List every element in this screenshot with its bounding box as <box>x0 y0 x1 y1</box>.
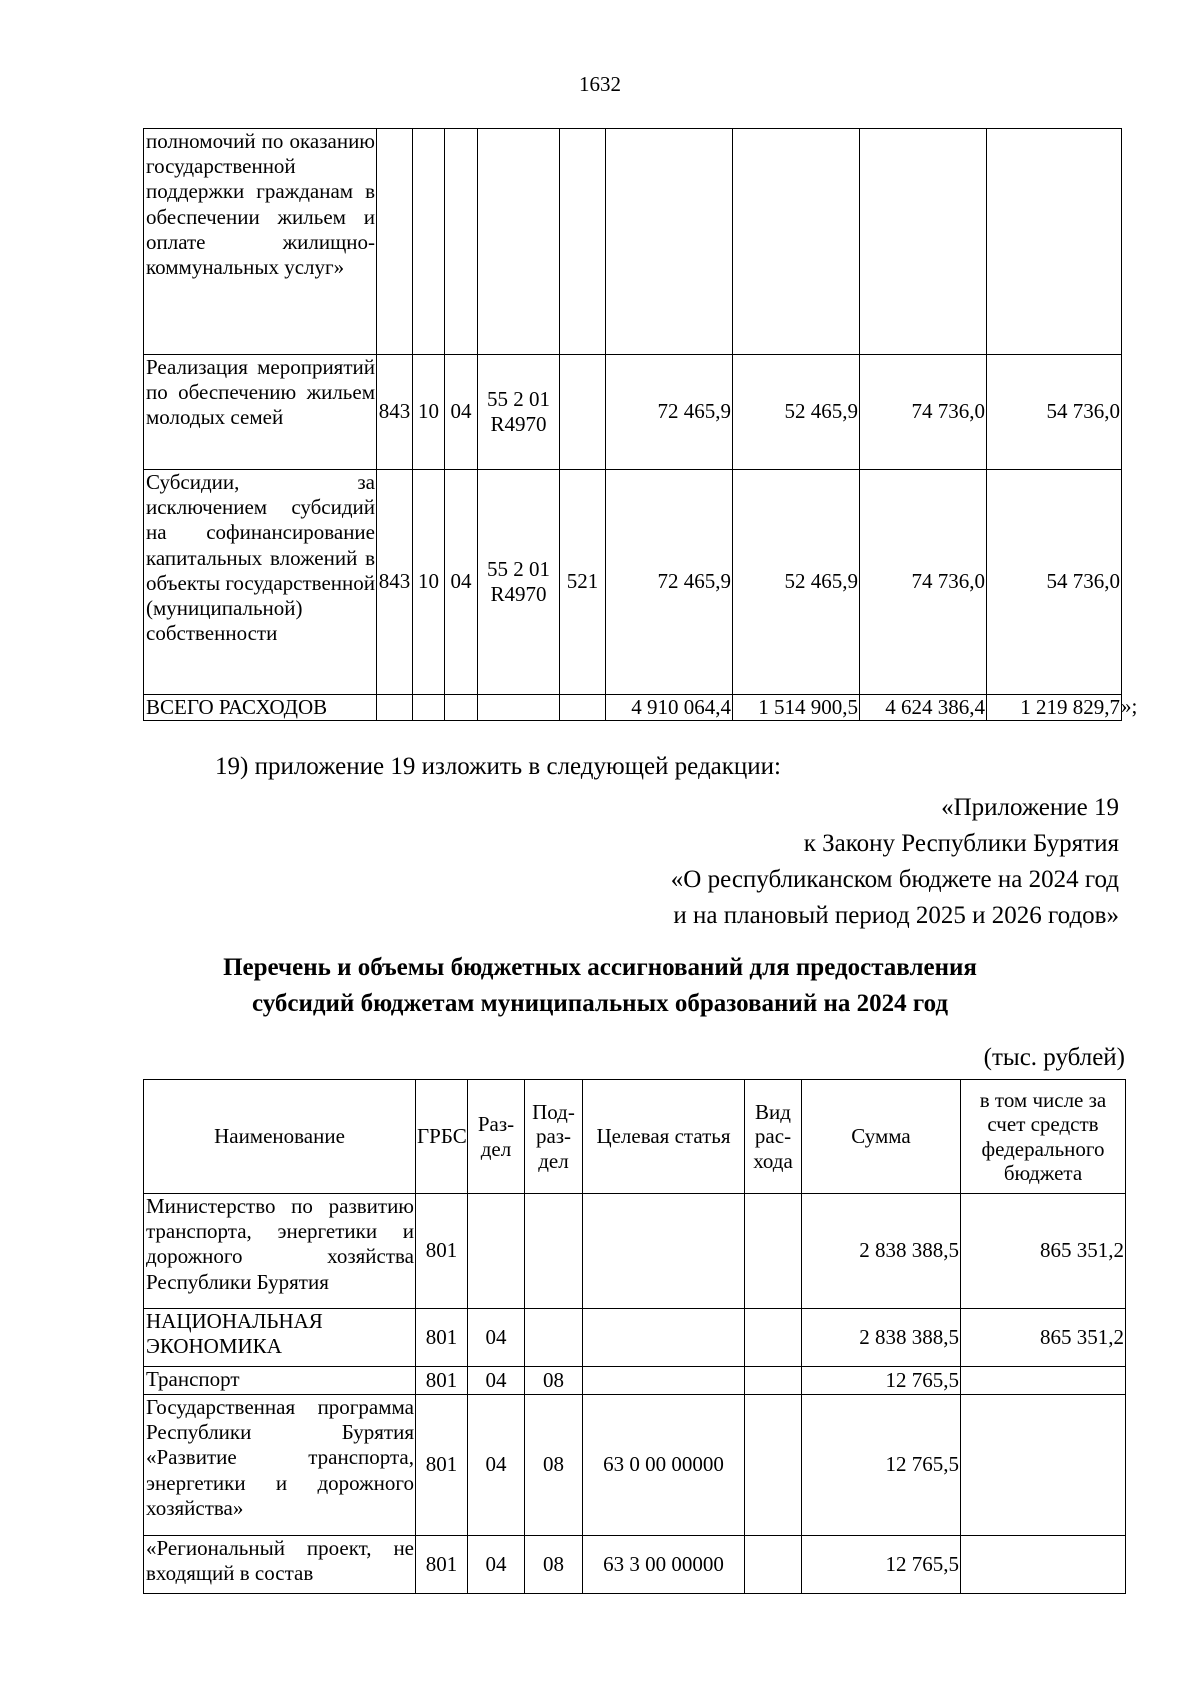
total-value: 1 514 900,5 <box>733 695 860 721</box>
header-federal: в том числе за счет средств федерального бюджета <box>961 1080 1126 1194</box>
expense-type-cell: 521 <box>560 470 606 695</box>
header-grbs: ГРБС <box>416 1080 468 1194</box>
row-name: НАЦИОНАЛЬНАЯ ЭКОНОМИКА <box>144 1309 416 1367</box>
razdel-cell: 04 <box>468 1395 525 1536</box>
empty-cell <box>377 695 413 721</box>
value-cell <box>987 129 1122 355</box>
expense-type-cell <box>745 1395 802 1536</box>
empty-cell <box>413 695 445 721</box>
value-cell: 52 465,9 <box>733 355 860 470</box>
expense-type-cell <box>560 355 606 470</box>
podrazdel-cell <box>525 1309 583 1367</box>
table-row <box>144 129 1122 355</box>
expense-type-cell <box>745 1309 802 1367</box>
value-cell: 74 736,0 <box>860 355 987 470</box>
target-article-cell <box>478 355 560 470</box>
podrazdel-cell <box>525 1194 583 1309</box>
empty-cell <box>478 695 560 721</box>
row-name: «Региональный проект, не входящий в состав <box>144 1536 416 1594</box>
row-name: Реализация мероприятий по обеспечению жильем молодых семей <box>144 355 377 470</box>
header-podrazdel: Под-раз-дел <box>525 1080 583 1194</box>
razdel-cell: 04 <box>468 1367 525 1395</box>
podrazdel-cell <box>445 129 478 355</box>
row-name: Министерство по развитию транспорта, энергетики и дорожного хозяйства Республики Бурятия <box>144 1194 416 1309</box>
table-row <box>144 1194 1126 1309</box>
target-article-cell <box>478 129 560 355</box>
total-value: 4 910 064,4 <box>606 695 733 721</box>
sum-cell: 2 838 388,5 <box>802 1309 961 1367</box>
sum-cell: 12 765,5 <box>802 1395 961 1536</box>
header-target-article: Целевая статья <box>583 1080 745 1194</box>
appendix-line: «О республиканском бюджете на 2024 год <box>670 866 1119 893</box>
sum-cell: 2 838 388,5 <box>802 1194 961 1309</box>
expense-type-cell <box>745 1194 802 1309</box>
empty-cell <box>445 695 478 721</box>
value-cell: 52 465,9 <box>733 470 860 695</box>
expense-type-cell <box>745 1536 802 1594</box>
grbs-cell: 801 <box>416 1395 468 1536</box>
target-article-part1: 55 2 01 <box>487 386 550 411</box>
table-row <box>144 470 1122 695</box>
value-cell: 54 736,0 <box>987 470 1122 695</box>
target-article-part2: R4970 <box>490 412 547 436</box>
federal-cell: 865 351,2 <box>961 1194 1126 1309</box>
razdel-cell: 04 <box>468 1536 525 1594</box>
total-label: ВСЕГО РАСХОДОВ <box>144 695 377 721</box>
table-row <box>144 1309 1126 1367</box>
razdel-cell <box>413 129 445 355</box>
header-sum: Сумма <box>802 1080 961 1194</box>
grbs-cell: 801 <box>416 1367 468 1395</box>
unit-label: (тыс. рублей) <box>983 1044 1125 1071</box>
value-cell: 72 465,9 <box>606 355 733 470</box>
razdel-cell <box>468 1194 525 1309</box>
row-name: Государственная программа Республики Бурятия «Развитие транспорта, энергетики и дорожного хозяйства» <box>144 1395 416 1536</box>
title-line: Перечень и объемы бюджетных ассигнований для предоставления <box>223 954 977 981</box>
value-cell <box>860 129 987 355</box>
total-value: 4 624 386,4 <box>860 695 987 721</box>
row-name: полномочий по оказанию государственной поддержки гражданам в обеспечении жильем и оплате жилищно-коммунальных услуг» <box>144 129 377 355</box>
table-row <box>144 355 1122 470</box>
razdel-cell: 04 <box>468 1309 525 1367</box>
podrazdel-cell: 04 <box>445 355 478 470</box>
target-article-cell <box>583 1367 745 1395</box>
grbs-cell: 801 <box>416 1194 468 1309</box>
total-row <box>144 695 1122 721</box>
target-article-part2: R4970 <box>490 582 547 606</box>
table-row <box>144 1536 1126 1594</box>
value-cell <box>733 129 860 355</box>
razdel-cell: 10 <box>413 355 445 470</box>
amendment-paragraph: 19) приложение 19 изложить в следующей редакции: <box>215 753 781 780</box>
federal-cell <box>961 1536 1126 1594</box>
razdel-cell: 10 <box>413 470 445 695</box>
page-number: 1632 <box>579 72 621 96</box>
federal-cell: 865 351,2 <box>961 1309 1126 1367</box>
expenses-table-continuation <box>143 128 1122 721</box>
value-cell: 72 465,9 <box>606 470 733 695</box>
sum-cell: 12 765,5 <box>802 1536 961 1594</box>
podrazdel-cell: 08 <box>525 1536 583 1594</box>
title-line: субсидий бюджетам муниципальных образований на 2024 год <box>251 990 949 1017</box>
row-name: Субсидии, за исключением субсидий на софинансирование капитальных вложений в объекты государственной (муниципальной) собственности <box>144 470 377 695</box>
header-razdel: Раз-дел <box>468 1080 525 1194</box>
target-article-cell <box>583 1309 745 1367</box>
target-article-cell: 63 3 00 00000 <box>583 1536 745 1594</box>
grbs-cell: 843 <box>377 470 413 695</box>
target-article-cell <box>478 470 560 695</box>
total-value: 1 219 829,7 <box>987 695 1122 721</box>
table-row <box>144 1367 1126 1395</box>
row-name: Транспорт <box>144 1367 416 1395</box>
grbs-cell: 801 <box>416 1309 468 1367</box>
appendix-line: и на плановый период 2025 и 2026 годов» <box>673 902 1119 929</box>
grbs-cell: 801 <box>416 1536 468 1594</box>
podrazdel-cell: 08 <box>525 1367 583 1395</box>
target-article-cell: 63 0 00 00000 <box>583 1395 745 1536</box>
federal-cell <box>961 1367 1126 1395</box>
appendix-line: к Закону Республики Бурятия <box>803 830 1119 857</box>
empty-cell <box>560 695 606 721</box>
subsidies-table <box>143 1079 1126 1594</box>
expense-type-cell <box>560 129 606 355</box>
expense-type-cell <box>745 1367 802 1395</box>
header-name: Наименование <box>144 1080 416 1194</box>
header-expense-type: Вид рас-хода <box>745 1080 802 1194</box>
grbs-cell: 843 <box>377 355 413 470</box>
podrazdel-cell: 04 <box>445 470 478 695</box>
grbs-cell <box>377 129 413 355</box>
value-cell <box>606 129 733 355</box>
podrazdel-cell: 08 <box>525 1395 583 1536</box>
appendix-header <box>671 790 1119 934</box>
closing-quote: »; <box>1121 694 1138 718</box>
federal-cell <box>961 1395 1126 1536</box>
value-cell: 74 736,0 <box>860 470 987 695</box>
document-title <box>0 950 1200 1022</box>
value-cell: 54 736,0 <box>987 355 1122 470</box>
table-row <box>144 1395 1126 1536</box>
target-article-part1: 55 2 01 <box>487 556 550 581</box>
appendix-line: «Приложение 19 <box>941 794 1119 821</box>
sum-cell: 12 765,5 <box>802 1367 961 1395</box>
target-article-cell <box>583 1194 745 1309</box>
table-header <box>144 1080 1126 1194</box>
